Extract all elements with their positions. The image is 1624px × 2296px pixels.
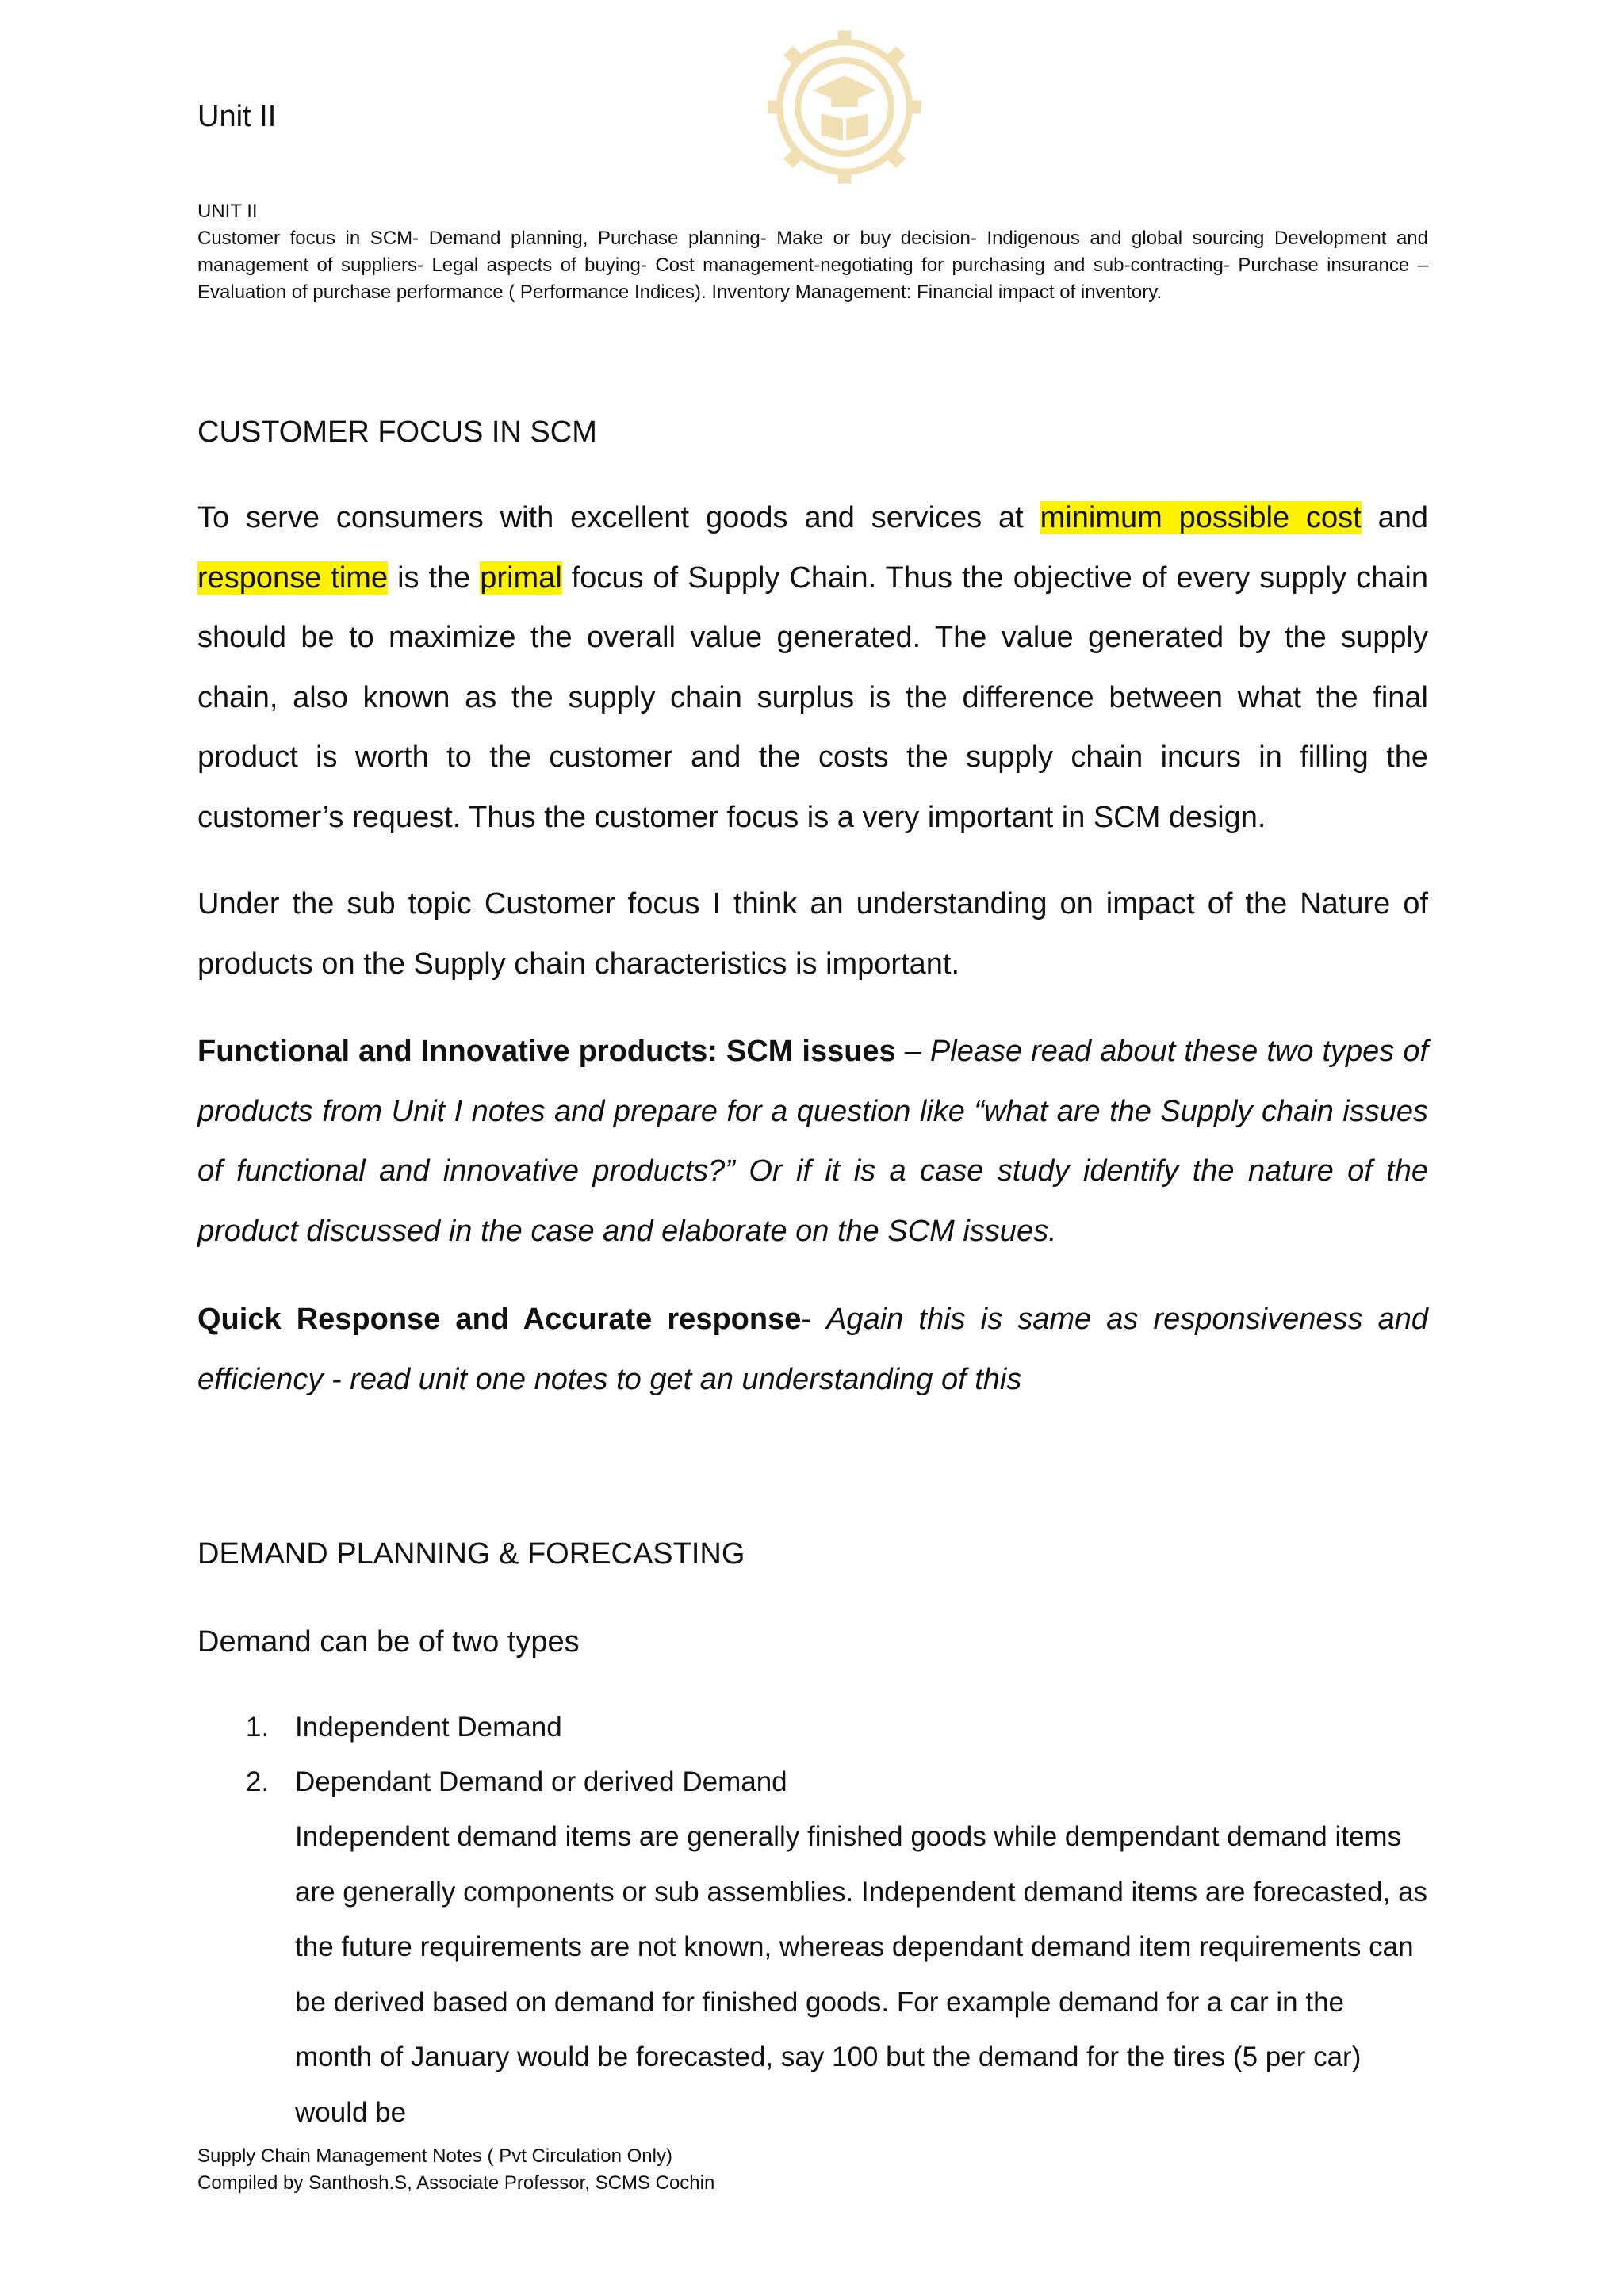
customer-focus-paragraph-2: Under the sub topic Customer focus I think an understanding on impact of the Nature of products on the Supply chain characteristics is important. bbox=[197, 887, 1428, 981]
demand-planning-heading: DEMAND PLANNING & FORECASTING bbox=[197, 1537, 745, 1571]
page-footer bbox=[197, 2143, 714, 2197]
footer-line-2: Compiled by Santhosh.S, Associate Professor, SCMS Cochin bbox=[197, 2172, 715, 2194]
list-item bbox=[197, 1755, 1428, 1809]
list-number: 1. bbox=[246, 1712, 270, 1743]
demand-types-explanation: Independent demand items are generally finished goods while dempendant demand items are generally components or sub assemblies. Independent demand items are forecasted, as the future requirements are not known, whereas dependant demand item requirements can be derived based on demand for finished goods. For example demand for a car in the month of January would be forecasted, say 100 but the demand for the tires (5 per car) would be bbox=[295, 1821, 1428, 2128]
customer-focus-heading: CUSTOMER FOCUS IN SCM bbox=[197, 415, 597, 449]
text-run: focus of Supply Chain. Thus the objective of every supply chain should be to maximize the overall value generated. The value generated by the supply chain, also known as the supply chain surplus is the difference between what the final product is worth to the customer and the costs the supply chain incurs in filling the customer’s request. Thus the customer focus is a very important in SCM design. bbox=[197, 561, 1428, 834]
functional-innovative-paragraph bbox=[197, 1022, 1428, 1261]
customer-focus-paragraph-1 bbox=[197, 488, 1428, 848]
syllabus-title: UNIT II bbox=[197, 201, 258, 222]
quick-response-paragraph bbox=[197, 1290, 1428, 1410]
text-run: To serve consumers with excellent goods and services at bbox=[197, 501, 1040, 534]
text-run: - bbox=[801, 1303, 827, 1336]
text-run: is the bbox=[388, 561, 481, 595]
text-run: and bbox=[1361, 501, 1428, 534]
list-number: 2. bbox=[246, 1766, 270, 1797]
demand-intro: Demand can be of two types bbox=[197, 1625, 580, 1659]
syllabus-block bbox=[197, 198, 1428, 306]
highlight-minimum-possible-cost: minimum possible cost bbox=[1040, 501, 1362, 534]
text-run: – bbox=[895, 1035, 930, 1068]
quick-response-note: Again this is same as responsiveness and efficiency - read unit one notes to get an understanding of this bbox=[197, 1303, 1428, 1396]
header-unit-label: Unit II bbox=[197, 100, 277, 133]
graduation-cap-gear-logo-icon bbox=[761, 24, 928, 190]
highlight-response-time: response time bbox=[197, 561, 389, 595]
list-item-label: Independent Demand bbox=[295, 1712, 562, 1743]
footer-line-1: Supply Chain Management Notes ( Pvt Circulation Only) bbox=[197, 2145, 672, 2167]
list-item-label: Dependant Demand or derived Demand bbox=[295, 1766, 787, 1797]
quick-response-title: Quick Response and Accurate response bbox=[197, 1303, 802, 1336]
functional-innovative-title: Functional and Innovative products: SCM issues bbox=[197, 1035, 896, 1068]
demand-types-list bbox=[197, 1700, 1428, 1809]
functional-innovative-note: Please read about these two types of products from Unit I notes and prepare for a question like “what are the Supply chain issues of functional and innovative products?” Or if it is a case study identify the nature of the product discussed in the case and elaborate on the SCM issues. bbox=[197, 1035, 1429, 1248]
syllabus-text: Customer focus in SCM- Demand planning, Purchase planning- Make or buy decision- Indigenous and global sourcing Development and management of suppliers- Legal aspects of buying- Cost management-negotiating for purchasing and sub-contracting- Purchase insurance – Evaluation of purchase performance ( Performance Indices). Inventory Management: Financial impact of inventory. bbox=[197, 228, 1428, 303]
list-item bbox=[197, 1700, 1428, 1755]
highlight-primal: primal bbox=[480, 561, 562, 595]
